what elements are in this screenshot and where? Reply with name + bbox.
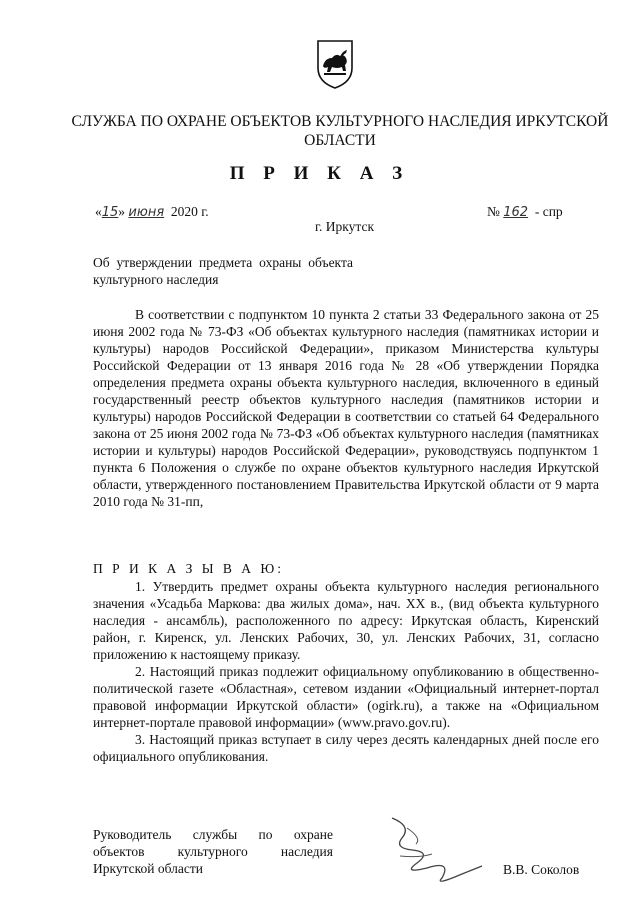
document-type-title: П Р И К А З: [229, 163, 410, 184]
number-prefix: №: [487, 204, 500, 219]
preamble-paragraph: В соответствии с подпунктом 10 пункта 2 статьи 33 Федерального закона от 25 июня 2002 года № 73-ФЗ «Об объектах культурного наследия (памятниках истории и культуры) народов Российской Федерации», приказом Министерства культуры Российской Федерации от 13 января 2016 года № 28 «Об утверждении Порядка определения предмета охраны объекта культурного наследия, включенного в единый государственный реестр объектов культурного наследия (памятников истории и культуры) народов Российской Федерации в соответствии со статьей 64 Федерального закона от 25 июня 2002 года № 73-ФЗ «Об объектах культурного наследия (памятниках истории и культуры) народов Российской Федерации», руководствуясь подпунктом 1 пункта 6 Положения о службе по охране объектов культурного наследия Иркутской области, утвержденного постановлением Правительства Иркутской области от 9 марта 2010 года № 31-пп,: [93, 307, 599, 509]
signatory-name: В.В. Соколов: [503, 862, 580, 877]
number-suffix: - спр: [534, 204, 563, 219]
number-value: 162: [503, 205, 529, 220]
document-subject: Об утверждении предмета охраны объекта культурного наследия: [93, 255, 353, 287]
order-items: [93, 578, 599, 765]
coat-of-arms-icon: [315, 38, 355, 90]
order-item: 2. Настоящий приказ подлежит официальному опубликованию в общественно-политической газете «Областная», сетевом издании «Официальный интернет-портал правовой информации Иркутской области» (ogirk.ru), а также на «Официальном интернет-портале правовой информации» (www.pravo.gov.ru).: [93, 664, 599, 730]
organization-name: СЛУЖБА ПО ОХРАНЕ ОБЪЕКТОВ КУЛЬТУРНОГО НАСЛЕДИЯ ИРКУТСКОЙ ОБЛАСТИ: [71, 113, 609, 149]
preamble: [93, 306, 599, 510]
date-month: июня: [128, 205, 165, 220]
date-day: 15: [101, 205, 119, 220]
order-item: 3. Настоящий приказ вступает в силу через десять календарных дней после его официального опубликования.: [93, 732, 599, 764]
order-item: 1. Утвердить предмет охраны объекта культурного наследия регионального значения «Усадьба Маркова: два жилых дома», нач. XX в., (вид объекта культурного наследия - ансамбль), расположенного по адресу: Иркутская область, Киренский район, г. Киренск, ул. Ленских Рабочих, 30, ул. Ленских Рабочих, 31, согласно приложению к настоящему приказу.: [93, 579, 599, 662]
date-year: 2020 г.: [170, 204, 209, 219]
city: г. Иркутск: [315, 219, 374, 234]
document-number: [487, 204, 563, 220]
document-date: «15» июня 2020 г.: [95, 204, 209, 220]
order-word: П Р И К А З Ы В А Ю:: [93, 561, 285, 576]
signatory-position: Руководитель службы по охране объектов культурного наследия Иркутской области: [93, 827, 333, 876]
handwritten-signature-icon: [372, 808, 502, 888]
